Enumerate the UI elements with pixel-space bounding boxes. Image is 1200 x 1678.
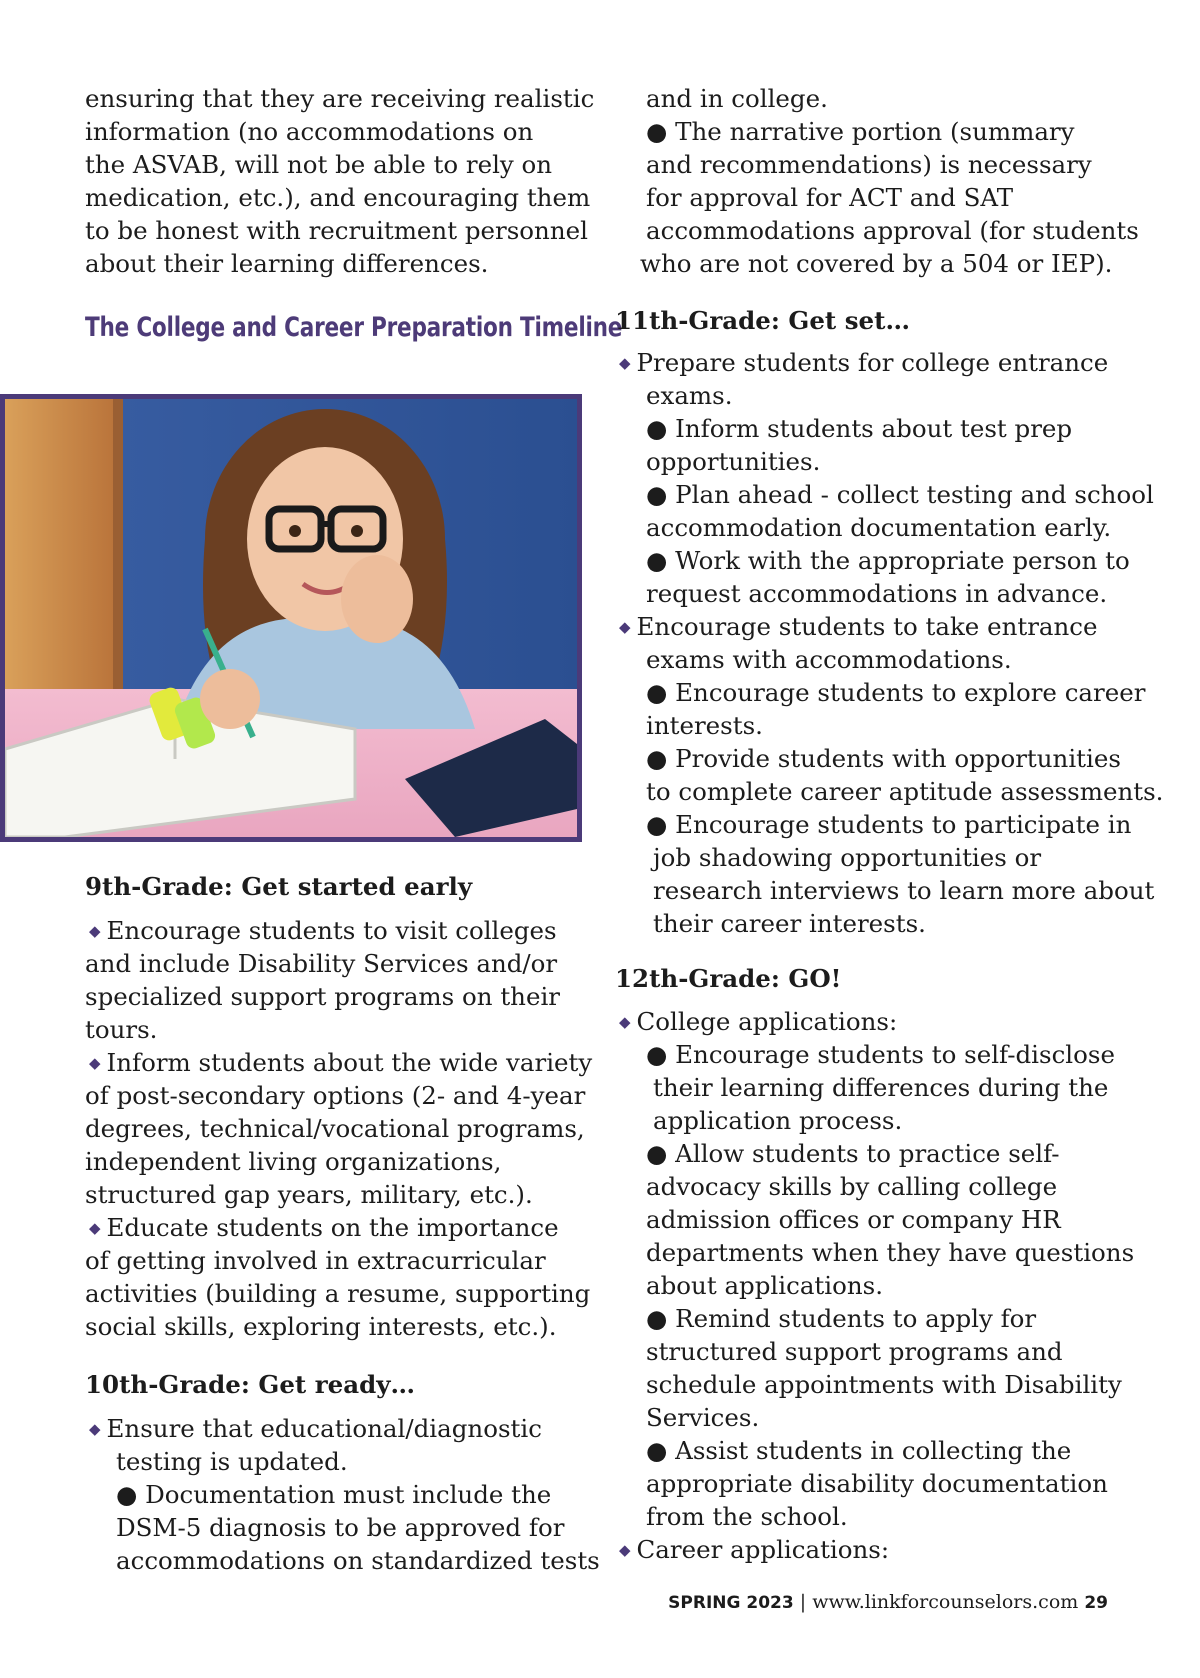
text-line: departments when they have questions bbox=[646, 1238, 1135, 1267]
page-number: 29 bbox=[1084, 1593, 1108, 1613]
text-line: activities (building a resume, supporting bbox=[85, 1279, 591, 1308]
text-line: and include Disability Services and/or bbox=[85, 949, 558, 978]
text-line: from the school. bbox=[646, 1502, 848, 1531]
text-line: ◆ Encourage students to take entrance bbox=[619, 612, 1098, 641]
text-line: about applications. bbox=[646, 1271, 883, 1300]
text-line: ● Plan ahead - collect testing and school bbox=[646, 480, 1154, 509]
diamond-bullet-icon: ◆ bbox=[89, 1420, 101, 1438]
text-line: DSM-5 diagnosis to be approved for bbox=[116, 1513, 565, 1542]
text-line: and recommendations) is necessary bbox=[646, 150, 1092, 179]
section-title: The College and Career Preparation Timeline bbox=[85, 312, 623, 343]
text-line: degrees, technical/vocational programs, bbox=[85, 1114, 585, 1143]
text-line: accommodation documentation early. bbox=[646, 513, 1112, 542]
text-line: ◆ College applications: bbox=[619, 1007, 898, 1036]
text-line: tours. bbox=[85, 1015, 158, 1044]
text-line: ● Encourage students to self-disclose bbox=[646, 1040, 1115, 1069]
text-line: schedule appointments with Disability bbox=[646, 1370, 1122, 1399]
text-line: testing is updated. bbox=[116, 1447, 348, 1476]
text-line: ● Remind students to apply for bbox=[646, 1304, 1037, 1333]
grade9-heading: 9th-Grade: Get started early bbox=[85, 872, 473, 901]
diamond-bullet-icon: ◆ bbox=[89, 1054, 101, 1072]
text-line: ● Assist students in collecting the bbox=[646, 1436, 1072, 1465]
footer-website-link[interactable]: www.linkforcounselors.com bbox=[812, 1591, 1079, 1613]
footer-season: SPRING 2023 bbox=[668, 1593, 794, 1613]
text-line: of post-secondary options (2- and 4-year bbox=[85, 1081, 586, 1110]
text-line: and in college. bbox=[646, 84, 828, 113]
text-line: ◆ Educate students on the importance bbox=[89, 1213, 559, 1242]
text-line: specialized support programs on their bbox=[85, 982, 561, 1011]
text-line: about their learning differences. bbox=[85, 249, 489, 278]
text-line: advocacy skills by calling college bbox=[646, 1172, 1058, 1201]
student-studying-image bbox=[5, 399, 577, 837]
text-line: to be honest with recruitment personnel bbox=[85, 216, 588, 245]
diamond-bullet-icon: ◆ bbox=[89, 922, 101, 940]
text-line: job shadowing opportunities or bbox=[653, 843, 1042, 872]
page-footer bbox=[668, 1588, 1108, 1617]
text-line: ◆ Encourage students to visit colleges bbox=[89, 916, 557, 945]
text-line: the ASVAB, will not be able to rely on bbox=[85, 150, 553, 179]
grade12-heading: 12th-Grade: GO! bbox=[615, 964, 842, 993]
text-line: ensuring that they are receiving realistic bbox=[85, 84, 595, 113]
diamond-bullet-icon: ◆ bbox=[619, 1541, 631, 1559]
text-line: Services. bbox=[646, 1403, 760, 1432]
text-line: ◆ Inform students about the wide variety bbox=[89, 1048, 593, 1077]
text-line: social skills, exploring interests, etc.). bbox=[85, 1312, 557, 1341]
text-line: to complete career aptitude assessments. bbox=[646, 777, 1164, 806]
text-line: ● Documentation must include the bbox=[116, 1480, 552, 1509]
text-line: structured gap years, military, etc.). bbox=[85, 1180, 533, 1209]
text-line: for approval for ACT and SAT bbox=[646, 183, 1014, 212]
student-photo bbox=[0, 394, 582, 842]
diamond-bullet-icon: ◆ bbox=[619, 1013, 631, 1031]
text-line: ◆ Ensure that educational/diagnostic bbox=[89, 1414, 542, 1443]
text-line: admission offices or company HR bbox=[646, 1205, 1061, 1234]
text-line: independent living organizations, bbox=[85, 1147, 502, 1176]
diamond-bullet-icon: ◆ bbox=[619, 354, 631, 372]
text-line: ● The narrative portion (summary bbox=[646, 117, 1075, 146]
text-line: ● Work with the appropriate person to bbox=[646, 546, 1130, 575]
text-line: ● Allow students to practice self- bbox=[646, 1139, 1060, 1168]
text-line: structured support programs and bbox=[646, 1337, 1063, 1366]
grade10-heading: 10th-Grade: Get ready… bbox=[85, 1370, 415, 1399]
footer-separator: | bbox=[799, 1591, 807, 1613]
text-line: exams. bbox=[646, 381, 733, 410]
text-line: ● Encourage students to explore career bbox=[646, 678, 1146, 707]
text-line: opportunities. bbox=[646, 447, 821, 476]
text-line: their career interests. bbox=[653, 909, 926, 938]
text-line: accommodations on standardized tests bbox=[116, 1546, 600, 1575]
text-line: ● Inform students about test prep bbox=[646, 414, 1073, 443]
text-line: medication, etc.), and encouraging them bbox=[85, 183, 591, 212]
text-line: research interviews to learn more about bbox=[653, 876, 1155, 905]
text-line: accommodations approval (for students bbox=[646, 216, 1139, 245]
text-line: ● Provide students with opportunities bbox=[646, 744, 1121, 773]
grade11-heading: 11th-Grade: Get set… bbox=[615, 306, 910, 335]
text-line: exams with accommodations. bbox=[646, 645, 1012, 674]
text-line: their learning differences during the bbox=[653, 1073, 1109, 1102]
diamond-bullet-icon: ◆ bbox=[619, 618, 631, 636]
text-line: request accommodations in advance. bbox=[646, 579, 1108, 608]
text-line: ◆ Prepare students for college entrance bbox=[619, 348, 1109, 377]
text-line: application process. bbox=[653, 1106, 903, 1135]
text-line: ◆ Career applications: bbox=[619, 1535, 890, 1564]
text-line: who are not covered by a 504 or IEP). bbox=[640, 249, 1113, 278]
text-line: information (no accommodations on bbox=[85, 117, 534, 146]
text-line: interests. bbox=[646, 711, 763, 740]
text-line: ● Encourage students to participate in bbox=[646, 810, 1132, 839]
text-line: of getting involved in extracurricular bbox=[85, 1246, 546, 1275]
text-line: appropriate disability documentation bbox=[646, 1469, 1108, 1498]
diamond-bullet-icon: ◆ bbox=[89, 1219, 101, 1237]
